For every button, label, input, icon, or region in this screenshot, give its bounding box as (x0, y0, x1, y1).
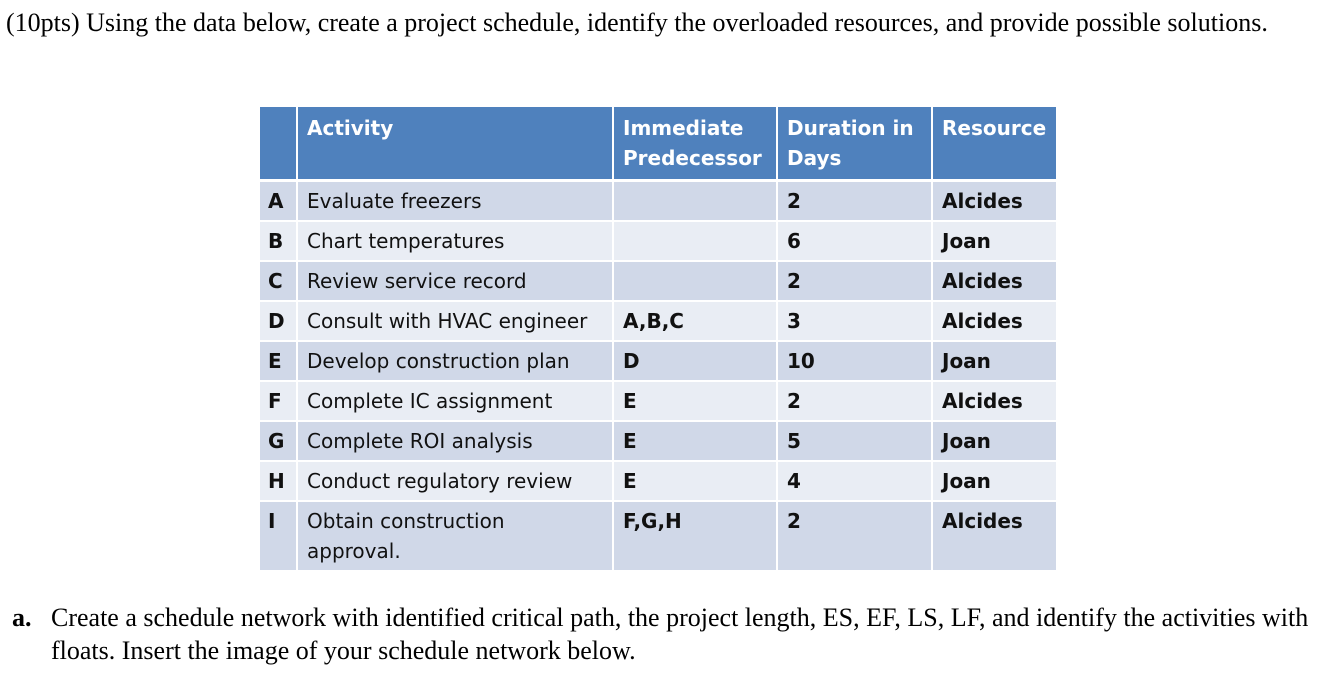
row-id: H (260, 461, 297, 501)
row-predecessor: A,B,C (613, 301, 777, 341)
header-duration: Duration in Days (777, 107, 932, 181)
row-id: I (260, 501, 297, 571)
row-activity: Obtain construction approval. (297, 501, 613, 571)
row-predecessor: E (613, 381, 777, 421)
row-id: B (260, 221, 297, 261)
row-id: D (260, 301, 297, 341)
row-predecessor: D (613, 341, 777, 381)
row-id: A (260, 181, 297, 222)
header-resource: Resource (932, 107, 1056, 181)
table-row (260, 301, 1056, 341)
row-activity: Evaluate freezers (297, 181, 613, 222)
row-duration: 2 (777, 181, 932, 222)
table-row (260, 261, 1056, 301)
table-row (260, 341, 1056, 381)
row-duration: 2 (777, 381, 932, 421)
row-predecessor: E (613, 461, 777, 501)
header-predecessor: Immediate Predecessor (613, 107, 777, 181)
table-row (260, 421, 1056, 461)
row-duration: 6 (777, 221, 932, 261)
row-duration: 5 (777, 421, 932, 461)
row-resource: Alcides (932, 181, 1056, 222)
row-activity: Conduct regulatory review (297, 461, 613, 501)
row-id: F (260, 381, 297, 421)
row-duration: 2 (777, 261, 932, 301)
row-predecessor (613, 221, 777, 261)
row-id: C (260, 261, 297, 301)
row-resource: Alcides (932, 501, 1056, 571)
row-activity: Chart temperatures (297, 221, 613, 261)
row-activity: Develop construction plan (297, 341, 613, 381)
row-id: G (260, 421, 297, 461)
row-predecessor (613, 181, 777, 222)
row-duration: 3 (777, 301, 932, 341)
row-resource: Alcides (932, 261, 1056, 301)
table-row (260, 221, 1056, 261)
table-row (260, 501, 1056, 571)
row-resource: Joan (932, 341, 1056, 381)
activity-table-container (260, 107, 1056, 572)
row-duration: 2 (777, 501, 932, 571)
row-resource: Alcides (932, 301, 1056, 341)
table-row (260, 181, 1056, 222)
row-activity: Complete ROI analysis (297, 421, 613, 461)
row-id: E (260, 341, 297, 381)
row-resource: Joan (932, 421, 1056, 461)
header-activity: Activity (297, 107, 613, 181)
header-letter (260, 107, 297, 181)
table-row (260, 461, 1056, 501)
activity-table (260, 107, 1056, 572)
row-duration: 4 (777, 461, 932, 501)
row-predecessor: E (613, 421, 777, 461)
row-predecessor (613, 261, 777, 301)
table-header-row (260, 107, 1056, 181)
row-predecessor: F,G,H (613, 501, 777, 571)
row-activity: Review service record (297, 261, 613, 301)
question-text: (10pts) Using the data below, create a project schedule, identify the overloaded resources, and provide possible solutions. (6, 8, 1268, 37)
part-a-label: a. (12, 603, 32, 632)
table-row (260, 381, 1056, 421)
row-activity: Complete IC assignment (297, 381, 613, 421)
row-resource: Alcides (932, 381, 1056, 421)
row-resource: Joan (932, 461, 1056, 501)
row-resource: Joan (932, 221, 1056, 261)
row-activity: Consult with HVAC engineer (297, 301, 613, 341)
row-duration: 10 (777, 341, 932, 381)
part-a-text: Create a schedule network with identified critical path, the project length, ES, EF, LS, LF, and identify the activities with floats. Insert the image of your schedule network below. (51, 603, 1309, 665)
question-part-a (12, 601, 1322, 667)
